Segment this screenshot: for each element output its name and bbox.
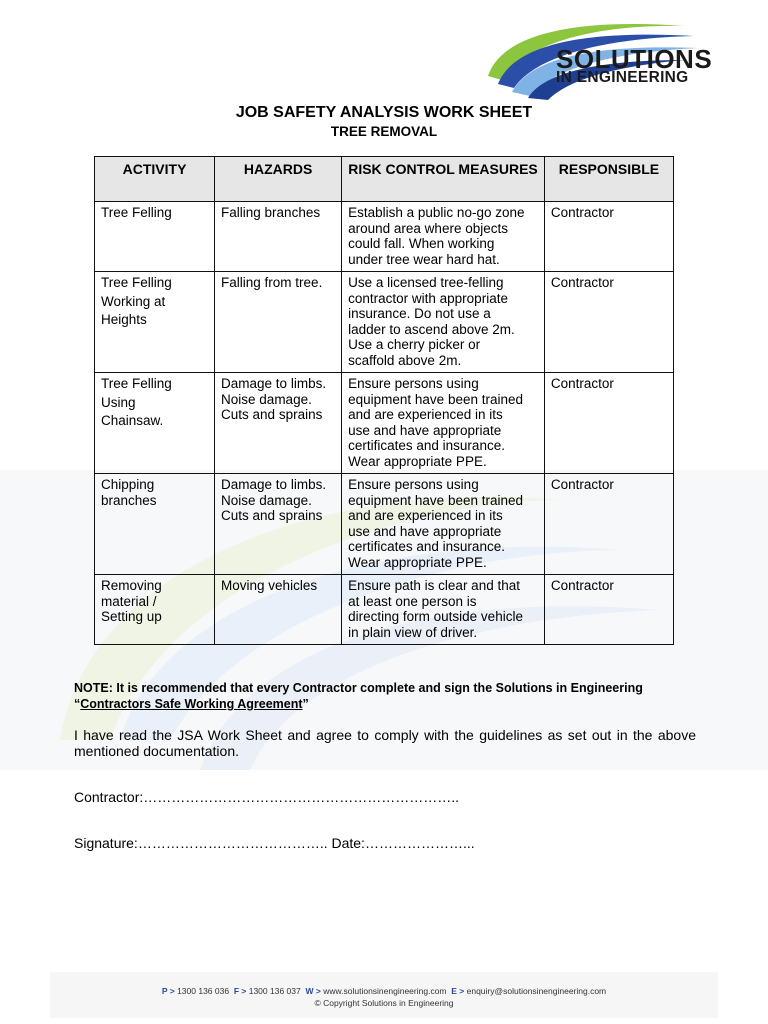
cell-line: Contractor	[550, 275, 614, 290]
logo-name-line2: IN ENGINEERING	[556, 69, 689, 86]
signature-date-line[interactable]: Signature:………………………………….. Date:…………………...	[74, 835, 475, 851]
table-row	[95, 272, 674, 373]
cell-line: Tree Felling	[101, 205, 172, 220]
cell-activity	[95, 575, 215, 645]
footer-fax: 1300 136 037	[248, 986, 301, 996]
cell-line: certificates and insurance.	[348, 438, 505, 453]
cell-activity	[95, 373, 215, 474]
cell-line: around area where objects	[348, 220, 508, 236]
cell-line: Using	[101, 394, 136, 410]
cell-line: Noise damage.	[221, 391, 312, 407]
cell-line: Use a licensed tree-felling	[348, 275, 504, 290]
cell-responsible	[544, 373, 673, 474]
note-quote-open: “	[74, 697, 81, 711]
cell-hazards	[215, 575, 342, 645]
cell-line: Moving vehicles	[221, 578, 318, 593]
cell-responsible	[544, 202, 673, 272]
table-row	[95, 202, 674, 272]
jsa-table	[94, 156, 674, 645]
footer-fax-label: F >	[233, 986, 247, 996]
cell-line: equipment have been trained	[348, 492, 524, 508]
agreement-link[interactable]: Contractors Safe Working Agreement	[80, 697, 303, 711]
footer-contact	[0, 986, 768, 996]
cell-line: Falling branches	[221, 205, 321, 220]
footer-web-label: W >	[305, 986, 321, 996]
cell-line: Falling from tree.	[221, 275, 323, 290]
cell-measures	[342, 272, 545, 373]
cell-line: Use a cherry picker or	[348, 337, 481, 352]
footer-phone: 1300 136 036	[177, 986, 230, 996]
cell-line: Heights	[101, 312, 147, 327]
cell-hazards	[215, 373, 342, 474]
page-subtitle: TREE REMOVAL	[330, 124, 438, 139]
cell-line: could fall. When working	[348, 236, 495, 251]
cell-hazards	[215, 202, 342, 272]
header-risk-control-measures: RISK CONTROL MEASURES	[342, 157, 545, 202]
cell-responsible	[544, 474, 673, 575]
cell-line: certificates and insurance.	[348, 539, 505, 554]
cell-line: Ensure persons using	[348, 376, 479, 391]
page-title: JOB SAFETY ANALYSIS WORK SHEET	[235, 104, 533, 121]
cell-line: Contractor	[550, 376, 614, 391]
cell-measures	[342, 202, 545, 272]
cell-line: Ensure persons using	[348, 477, 479, 492]
cell-line: Damage to limbs.	[221, 477, 327, 492]
cell-line: Chainsaw.	[101, 413, 164, 428]
note-line1: NOTE: It is recommended that every Contractor complete and sign the Solutions in Engineering	[74, 681, 643, 695]
cell-measures	[342, 373, 545, 474]
cell-line: equipment have been trained	[348, 391, 524, 407]
cell-line: and are experienced in its	[348, 508, 503, 523]
cell-line: Contractor	[550, 477, 614, 492]
cell-line: under tree wear hard hat.	[348, 251, 500, 267]
footer-web[interactable]: www.solutionsinengineering.com	[323, 986, 447, 996]
cell-line: Wear appropriate PPE.	[348, 453, 487, 469]
cell-line: in plain view of driver.	[348, 624, 478, 640]
cell-responsible	[544, 272, 673, 373]
cell-line: Noise damage.	[221, 492, 312, 508]
cell-responsible	[544, 575, 673, 645]
cell-line: contractor with appropriate	[348, 290, 508, 306]
cell-activity	[95, 474, 215, 575]
header-hazards: HAZARDS	[215, 157, 342, 202]
note-block	[74, 680, 714, 712]
cell-line: Tree Felling	[101, 376, 172, 391]
footer-email[interactable]: enquiry@solutionsinengineering.com	[466, 986, 607, 996]
agreement-statement: I have read the JSA Work Sheet and agree to comply with the guidelines as set out in the above mentioned documentation.	[74, 727, 696, 759]
table-body	[95, 202, 674, 645]
cell-line: Contractor	[550, 205, 614, 220]
note-quote-close: ”	[302, 697, 309, 711]
cell-line: Removing	[101, 578, 162, 593]
cell-line: directing form outside vehicle	[348, 609, 523, 624]
cell-line: Setting up	[101, 609, 162, 624]
cell-line: Chipping	[101, 477, 155, 492]
cell-line: use and have appropriate	[348, 422, 502, 438]
table-row	[95, 575, 674, 645]
table-row	[95, 474, 674, 575]
cell-line: ladder to ascend above 2m.	[348, 321, 515, 337]
cell-line: Tree Felling	[101, 275, 172, 290]
cell-activity	[95, 202, 215, 272]
cell-line: Cuts and sprains	[221, 508, 323, 523]
cell-line: material /	[101, 593, 157, 609]
header-responsible: RESPONSIBLE	[544, 157, 673, 202]
cell-line: branches	[101, 492, 157, 508]
cell-line: Contractor	[550, 578, 614, 593]
footer-phone-label: P >	[161, 986, 175, 996]
table-header-row	[95, 157, 674, 202]
header-activity: ACTIVITY	[95, 157, 215, 202]
cell-line: scaffold above 2m.	[348, 352, 462, 368]
cell-line: Cuts and sprains	[221, 407, 323, 422]
cell-line: use and have appropriate	[348, 523, 502, 539]
cell-line: Ensure path is clear and that	[348, 578, 520, 593]
logo-name-line1: SOLUTIONS	[556, 44, 713, 74]
note-line2	[74, 696, 714, 712]
cell-line: Wear appropriate PPE.	[348, 554, 487, 570]
cell-line: insurance. Do not use a	[348, 306, 491, 321]
table-row	[95, 373, 674, 474]
cell-measures	[342, 575, 545, 645]
cell-line: Establish a public no-go zone	[348, 205, 525, 220]
footer-email-label: E >	[451, 986, 465, 996]
cell-measures	[342, 474, 545, 575]
contractor-signature-line[interactable]: Contractor:…………………………………………………………..	[74, 789, 460, 805]
cell-line: and are experienced in its	[348, 407, 503, 422]
cell-activity	[95, 272, 215, 373]
cell-hazards	[215, 272, 342, 373]
cell-hazards	[215, 474, 342, 575]
cell-line: at least one person is	[348, 593, 477, 609]
footer-copyright: © Copyright Solutions in Engineering	[314, 998, 454, 1008]
cell-line: Working at	[101, 293, 166, 309]
cell-line: Damage to limbs.	[221, 376, 327, 391]
